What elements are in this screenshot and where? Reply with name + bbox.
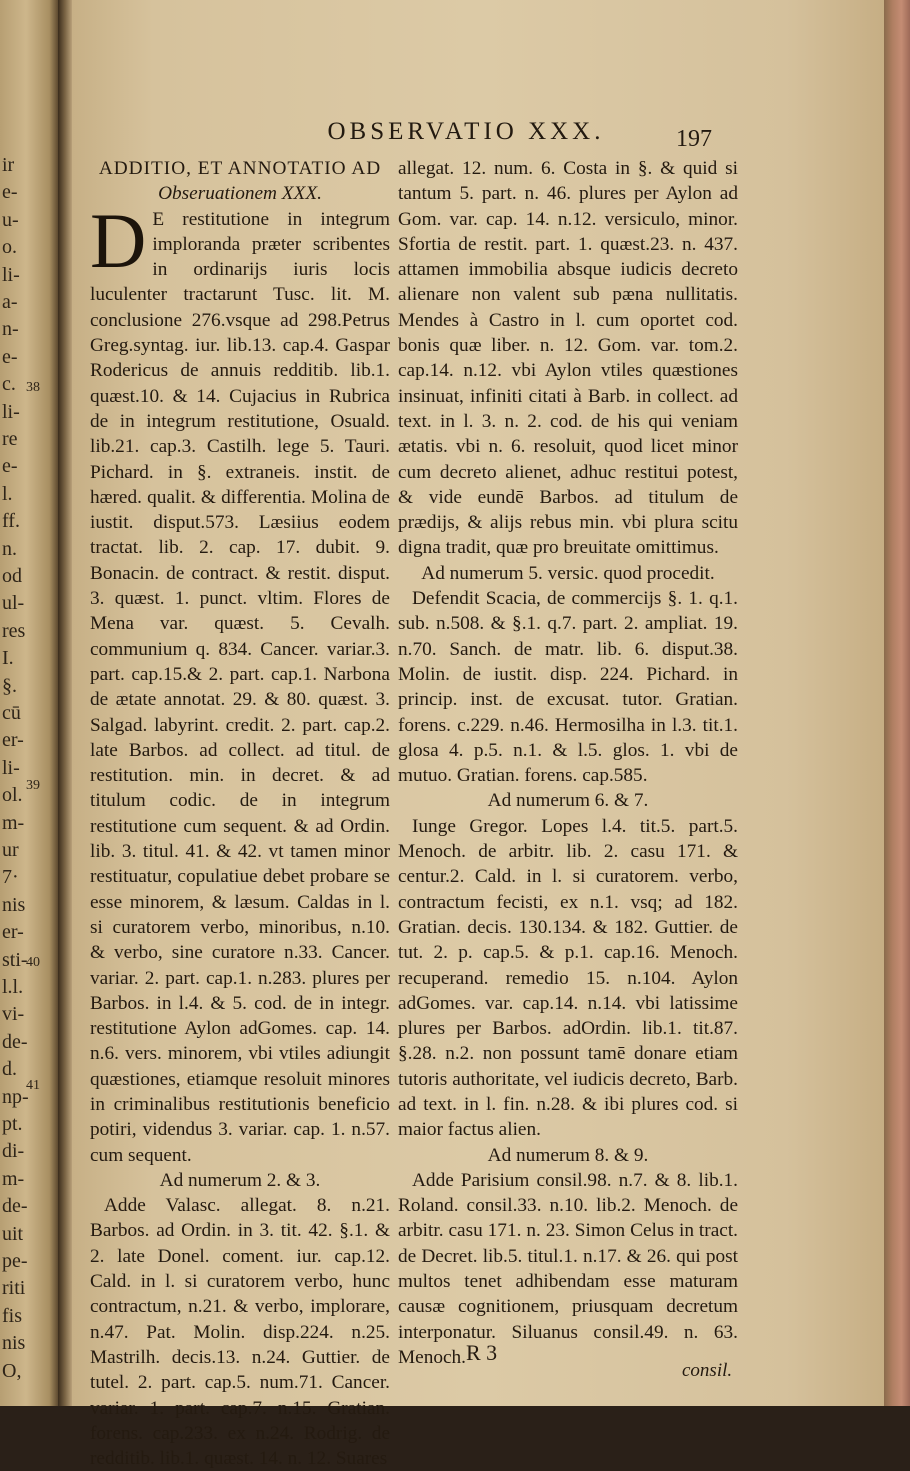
facing-page-line-number: 41 [26, 1078, 40, 1093]
facing-page-fragment: u- [2, 208, 19, 231]
first-paragraph-text: E restitutione in integrum imploranda præter scribentes in ordinarijs iuris locis luculenter tractarunt Tusc. lit. M. conclusione 276.vsque ad 298.Petrus Greg.syntag. iur. lib.13. cap.4. Gaspar Rodericus de annuis redditib. lib.1. quæst.10. & 14. Cujacius in Rubrica de in integrum restitutione, Osuald. lib.21. cap.3. Castilh. lege 5. Tauri. Pichard. in §. extraneis. instit. de hæred. qualit. & differentia. Molina de iustit. disput.573. Læsiius eodem tractat. lib. 2. cap. 17. dubit. 9. Bonacin. de contract. & restit. disput. 3. quæst. 1. punct. vltim. Flores de Mena var. quæst. 5. Cevalh. communium q. 834. Cancer. variar.3. part. cap.15.& 2. part. cap.1. Narbona de ætate annotat. 29. & 80. quæst. 3. Salgad. labyrint. credit. 2. part. cap.2. late Barbos. ad collect. ad titul. de restitution. min. in decret. & ad titulum codic. de in integrum restitutione cum sequent. & ad Ordin. lib. 3. titul. 41. & 42. vt tamen minor restituatur, copulatiue debet probare se esse minorem, & læsum. Caldas in l. si curatorem verbo, minoribus, n.10. & verbo, sine curatore n.33. Cancer. variar. 2. part. cap.1. n.283. plures per Barbos. in l.4. & 5. cod. de in integr. restitutione Aylon adGomes. cap. 14. n.6. vers. minorem, vbi vtiles adiungit quæstiones, etiamque resoluit minores in criminalibus restitutionis beneficio potiri, videndus 3. variar. cap. 1. n.57. cum sequent. [90, 208, 390, 1166]
facing-page-fragment: uit [2, 1222, 24, 1245]
facing-page-fragment: fis [2, 1304, 22, 1327]
second-paragraph: Adde Valasc. allegat. 8. n.21. Barbos. ad Ordin. in 3. tit. 42. §.1. & 2. late Donel. coment. iur. cap.12. Cald. in l. si curatorem verbo, hunc contractum, n.21. & verbo, implorare, n.47. Pat. Molin. disp.224. n.25. Mastrilh. decis.13. n.24. Guttier. de tutel. 2. part. cap.5. num.71. Cancer. variar. 1. part. cap.7. n.15. Gratian. forens. cap.233. ex n.24. Rodrig. de redditib. lib.1. quæst. 14. n. 12. Suares [90, 1195, 390, 1470]
right-paragraph-4: Adde Parisium consil.98. n.7. & 8. lib.1. Roland. consil.33. n.10. lib.2. Menoch. de arbitr. casu 171. n. 23. Simon Celus in tract. de Decret. lib.5. titul.1. n.17. & 26. qui post multos tenet adhibendam esse maturam causæ cognitionem, priusquam decretum interponatur. Siluanus consil.49. n. 63. Menoch. [398, 1169, 738, 1368]
facing-page-fragment: §. [2, 674, 17, 697]
section-subtitle: Obseruationem XXX. [158, 183, 322, 205]
facing-page-fragment: e- [2, 345, 18, 368]
facing-page-line-number: 39 [26, 778, 40, 793]
facing-page-fragment: e- [2, 455, 18, 478]
facing-page-fragment: n- [2, 318, 19, 341]
page-edge [884, 0, 910, 1406]
right-heading-2: Ad numerum 6. & 7. [487, 790, 649, 812]
right-column [398, 156, 738, 1370]
facing-page-fragment: nis [2, 1332, 26, 1355]
facing-page-fragment: od [2, 565, 22, 587]
facing-page-fragment: ur [2, 839, 19, 861]
facing-page-fragment: sti- [2, 948, 28, 971]
facing-page-fragment: O, [2, 1359, 22, 1382]
facing-page-line-number: 40 [26, 955, 40, 970]
facing-page-fragment: de- [2, 1030, 28, 1053]
facing-page-fragment: li- [2, 400, 20, 423]
drop-cap: D [90, 196, 147, 284]
facing-page-fragment: 7· [2, 866, 19, 889]
right-paragraph-1: allegat. 12. num. 6. Costa in §. & quid si tantum 5. part. n. 46. plures per Aylon ad Gom. var. cap. 14. n.12. versiculo, minor. Sfortia de restit. part. 1. quæst.23. n. 437. attamen immobilia absque iudicis decreto alienare non valent sub pæna nullitatis. Mendes à Castro in l. cum oportet cod. bonis quæ liber. n. 12. Gom. var. tom.2. cap.14. n.12. vbi Aylon vtiles quæstiones insinuat, infiniti citati à Barb. in collect. ad text. in l. 3. n. 2. cod. de his qui veniam ætatis. vbi n. 6. resoluit, quod licet minor cum decreto alienet, adhuc restitui potest, & vide eundē Barbos. ad titulum de prædijs, & alijs rebus min. vbi plura scitu digna tradit, quæ pro breuitate omittimus. [398, 158, 738, 559]
facing-page-fragment: ul- [2, 592, 25, 615]
facing-page-fragment: c. [2, 373, 16, 396]
first-paragraph [90, 196, 390, 1168]
right-heading-1: Ad numerum 5. versic. quod procedit. [421, 562, 715, 584]
facing-page-fragment: pe- [2, 1250, 28, 1272]
facing-page-fragment: res [2, 619, 26, 642]
facing-page-fragment: e- [2, 181, 18, 204]
facing-page-fragment: vi- [2, 1003, 25, 1026]
catchword: consil. [682, 1360, 733, 1381]
facing-page-fragment: li- [2, 263, 20, 286]
facing-page-fragment: m- [2, 1167, 25, 1190]
facing-page-fragment: n. [2, 537, 17, 560]
facing-page-fragment: pt. [2, 1113, 23, 1135]
facing-page-fragment: I. [2, 647, 14, 670]
right-heading-3: Ad numerum 8. & 9. [487, 1144, 649, 1166]
facing-page-fragment: re [2, 428, 18, 450]
facing-page-edge [0, 0, 58, 1406]
facing-page-fragment: ir [2, 154, 15, 176]
facing-page-fragment: np- [2, 1085, 29, 1108]
facing-page-fragment: l. [2, 482, 13, 505]
facing-page-fragment: d. [2, 1058, 17, 1081]
facing-page-line-number: 38 [26, 380, 40, 395]
right-paragraph-2: Defendit Scacia, de commercijs §. 1. q.1. sub. n.508. & §.1. q.7. part. 2. ampliat. 19. n.70. Sanch. de matr. lib. 6. disput.38. Molin. de iustit. disp. 224. Pichard. in princip. inst. de excusat. tutor. Gratian. forens. c.229. n.46. Hermosilha in l.3. tit.1. glosa 4. p.5. n.1. & l.5. glos. 1. vbi de mutuo. Gratian. forens. cap.585. [398, 588, 738, 787]
facing-page-fragment: ol. [2, 784, 23, 807]
facing-page-fragment: di- [2, 1140, 25, 1163]
facing-page-fragment: de- [2, 1195, 28, 1218]
right-paragraph-3: Iunge Gregor. Lopes l.4. tit.5. part.5. Menoch. de arbitr. lib. 2. casu 171. & centur.2. Cald. in l. si curatorem. verbo, contractum fecisti, ex n.1. vsq; ad 182. Gratian. decis. 130.134. & 182. Guttier. de tut. 2. p. cap.5. & p.1. cap.16. Menoch. recuperand. remedio 15. n.104. Aylon adGomes. var. cap.14. n.14. vbi latissime plures per Barbos. adOrdin. lib.1. tit.87. §.28. n.2. non possunt tamē donare etiam tutoris authoritate, vel iudicis decreto, Barb. ad text. in l. fin. n.28. & ibi plures cod. si maior factus alien. [398, 815, 738, 1141]
signature-mark: R 3 [466, 1340, 498, 1365]
section-title: ADDITIO, ET ANNOTATIO AD [98, 158, 382, 179]
facing-page-fragment: ff. [2, 510, 20, 533]
book-gutter [58, 0, 72, 1406]
page-number: 197 [676, 126, 712, 152]
left-column [90, 156, 390, 1471]
section-heading: Ad numerum 2. & 3. [159, 1169, 321, 1191]
facing-page-fragment: cū [2, 702, 21, 724]
facing-page-fragment: o. [2, 236, 17, 259]
facing-page-fragment: a- [2, 291, 18, 313]
facing-page-fragment: li- [2, 756, 20, 779]
facing-page-fragment: l.l. [2, 976, 24, 998]
facing-page-fragment: riti [2, 1277, 26, 1300]
facing-page-fragment: m- [2, 811, 25, 834]
facing-page-fragment: nis [2, 893, 26, 916]
running-title: OBSERVATIO XXX. [327, 118, 605, 145]
facing-page-fragment: er- [2, 921, 24, 944]
facing-page-fragment: er- [2, 729, 24, 752]
